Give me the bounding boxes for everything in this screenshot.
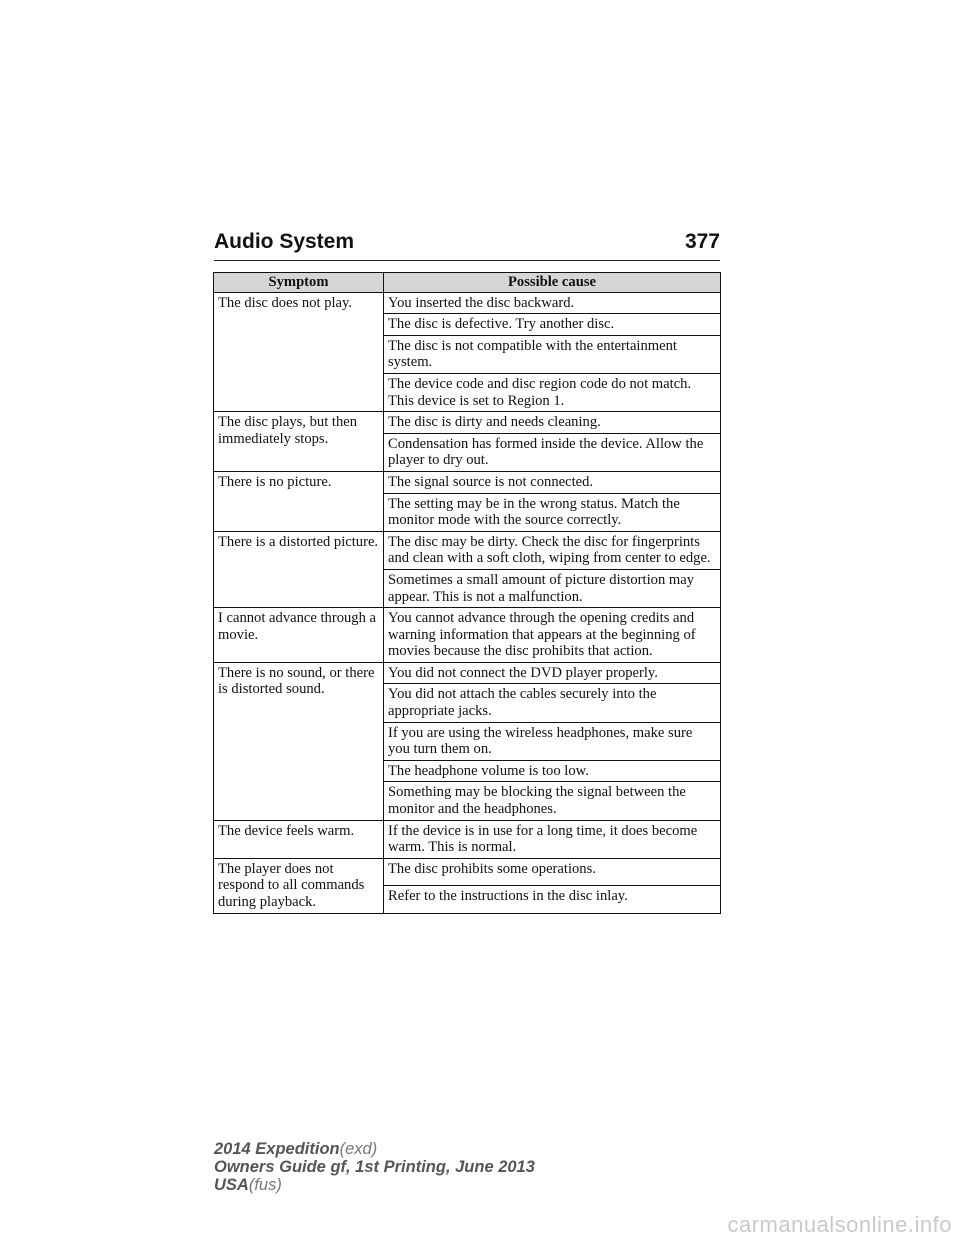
cause-cell: The disc prohibits some operations. <box>384 858 721 885</box>
symptom-cell: The player does not respond to all commands during playback. <box>214 858 384 913</box>
symptom-cell: There is a distorted picture. <box>214 531 384 607</box>
cause-cell: Condensation has formed inside the device. Allow the player to dry out. <box>384 433 721 471</box>
symptom-cell: The disc plays, but then immediately stops. <box>214 412 384 472</box>
cause-cell: You inserted the disc backward. <box>384 292 721 314</box>
symptom-cell: There is no sound, or there is distorted sound. <box>214 662 384 820</box>
cause-cell: The disc is defective. Try another disc. <box>384 314 721 336</box>
cause-cell: Sometimes a small amount of picture distortion may appear. This is not a malfunction. <box>384 569 721 607</box>
footer-model: 2014 Expedition <box>214 1140 340 1158</box>
table-row <box>214 662 721 684</box>
footer-line-model <box>214 1140 535 1158</box>
cause-cell: The disc is not compatible with the entertainment system. <box>384 335 721 373</box>
column-header-symptom: Symptom <box>214 273 384 293</box>
table-row <box>214 608 721 663</box>
footer-line-market <box>214 1176 535 1194</box>
page-number: 377 <box>684 230 720 253</box>
footer-market: USA <box>214 1176 249 1194</box>
section-title: Audio System <box>214 230 355 253</box>
symptom-cell: I cannot advance through a movie. <box>214 608 384 663</box>
footer-model-code: (exd) <box>339 1140 378 1158</box>
cause-cell: You did not connect the DVD player properly. <box>384 662 721 684</box>
symptom-cell: The device feels warm. <box>214 820 384 858</box>
table-row <box>214 471 721 493</box>
table-body <box>214 292 721 913</box>
column-header-possible-cause: Possible cause <box>384 273 721 293</box>
table-row <box>214 858 721 885</box>
cause-cell: The device code and disc region code do not match. This device is set to Region 1. <box>384 373 721 411</box>
cause-cell: If you are using the wireless headphones, make sure you turn them on. <box>384 722 721 760</box>
document-footer <box>214 1140 535 1194</box>
footer-edition: Owners Guide gf, 1st Printing, June 2013 <box>214 1158 535 1176</box>
table-row <box>214 292 721 314</box>
table-row <box>214 531 721 569</box>
watermark: carmanualsonline.info <box>727 1212 952 1237</box>
table-row <box>214 412 721 434</box>
cause-cell: If the device is in use for a long time, it does become warm. This is normal. <box>384 820 721 858</box>
cause-cell: The headphone volume is too low. <box>384 760 721 782</box>
table-row <box>214 820 721 858</box>
cause-cell: The setting may be in the wrong status. Match the monitor mode with the source correctly. <box>384 493 721 531</box>
page-header <box>214 230 720 261</box>
table-header-row <box>214 273 721 293</box>
cause-cell: The disc is dirty and needs cleaning. <box>384 412 721 434</box>
symptom-cell: There is no picture. <box>214 471 384 531</box>
cause-cell: Refer to the instructions in the disc inlay. <box>384 886 721 913</box>
cause-cell: You did not attach the cables securely into the appropriate jacks. <box>384 684 721 722</box>
footer-market-code: (fus) <box>248 1176 282 1194</box>
cause-cell: Something may be blocking the signal between the monitor and the headphones. <box>384 782 721 820</box>
cause-cell: You cannot advance through the opening credits and warning information that appears at the beginning of movies because the disc prohibits that action. <box>384 608 721 663</box>
troubleshooting-table <box>213 272 721 914</box>
cause-cell: The disc may be dirty. Check the disc for fingerprints and clean with a soft cloth, wiping from center to edge. <box>384 531 721 569</box>
cause-cell: The signal source is not connected. <box>384 471 721 493</box>
symptom-cell: The disc does not play. <box>214 292 384 412</box>
